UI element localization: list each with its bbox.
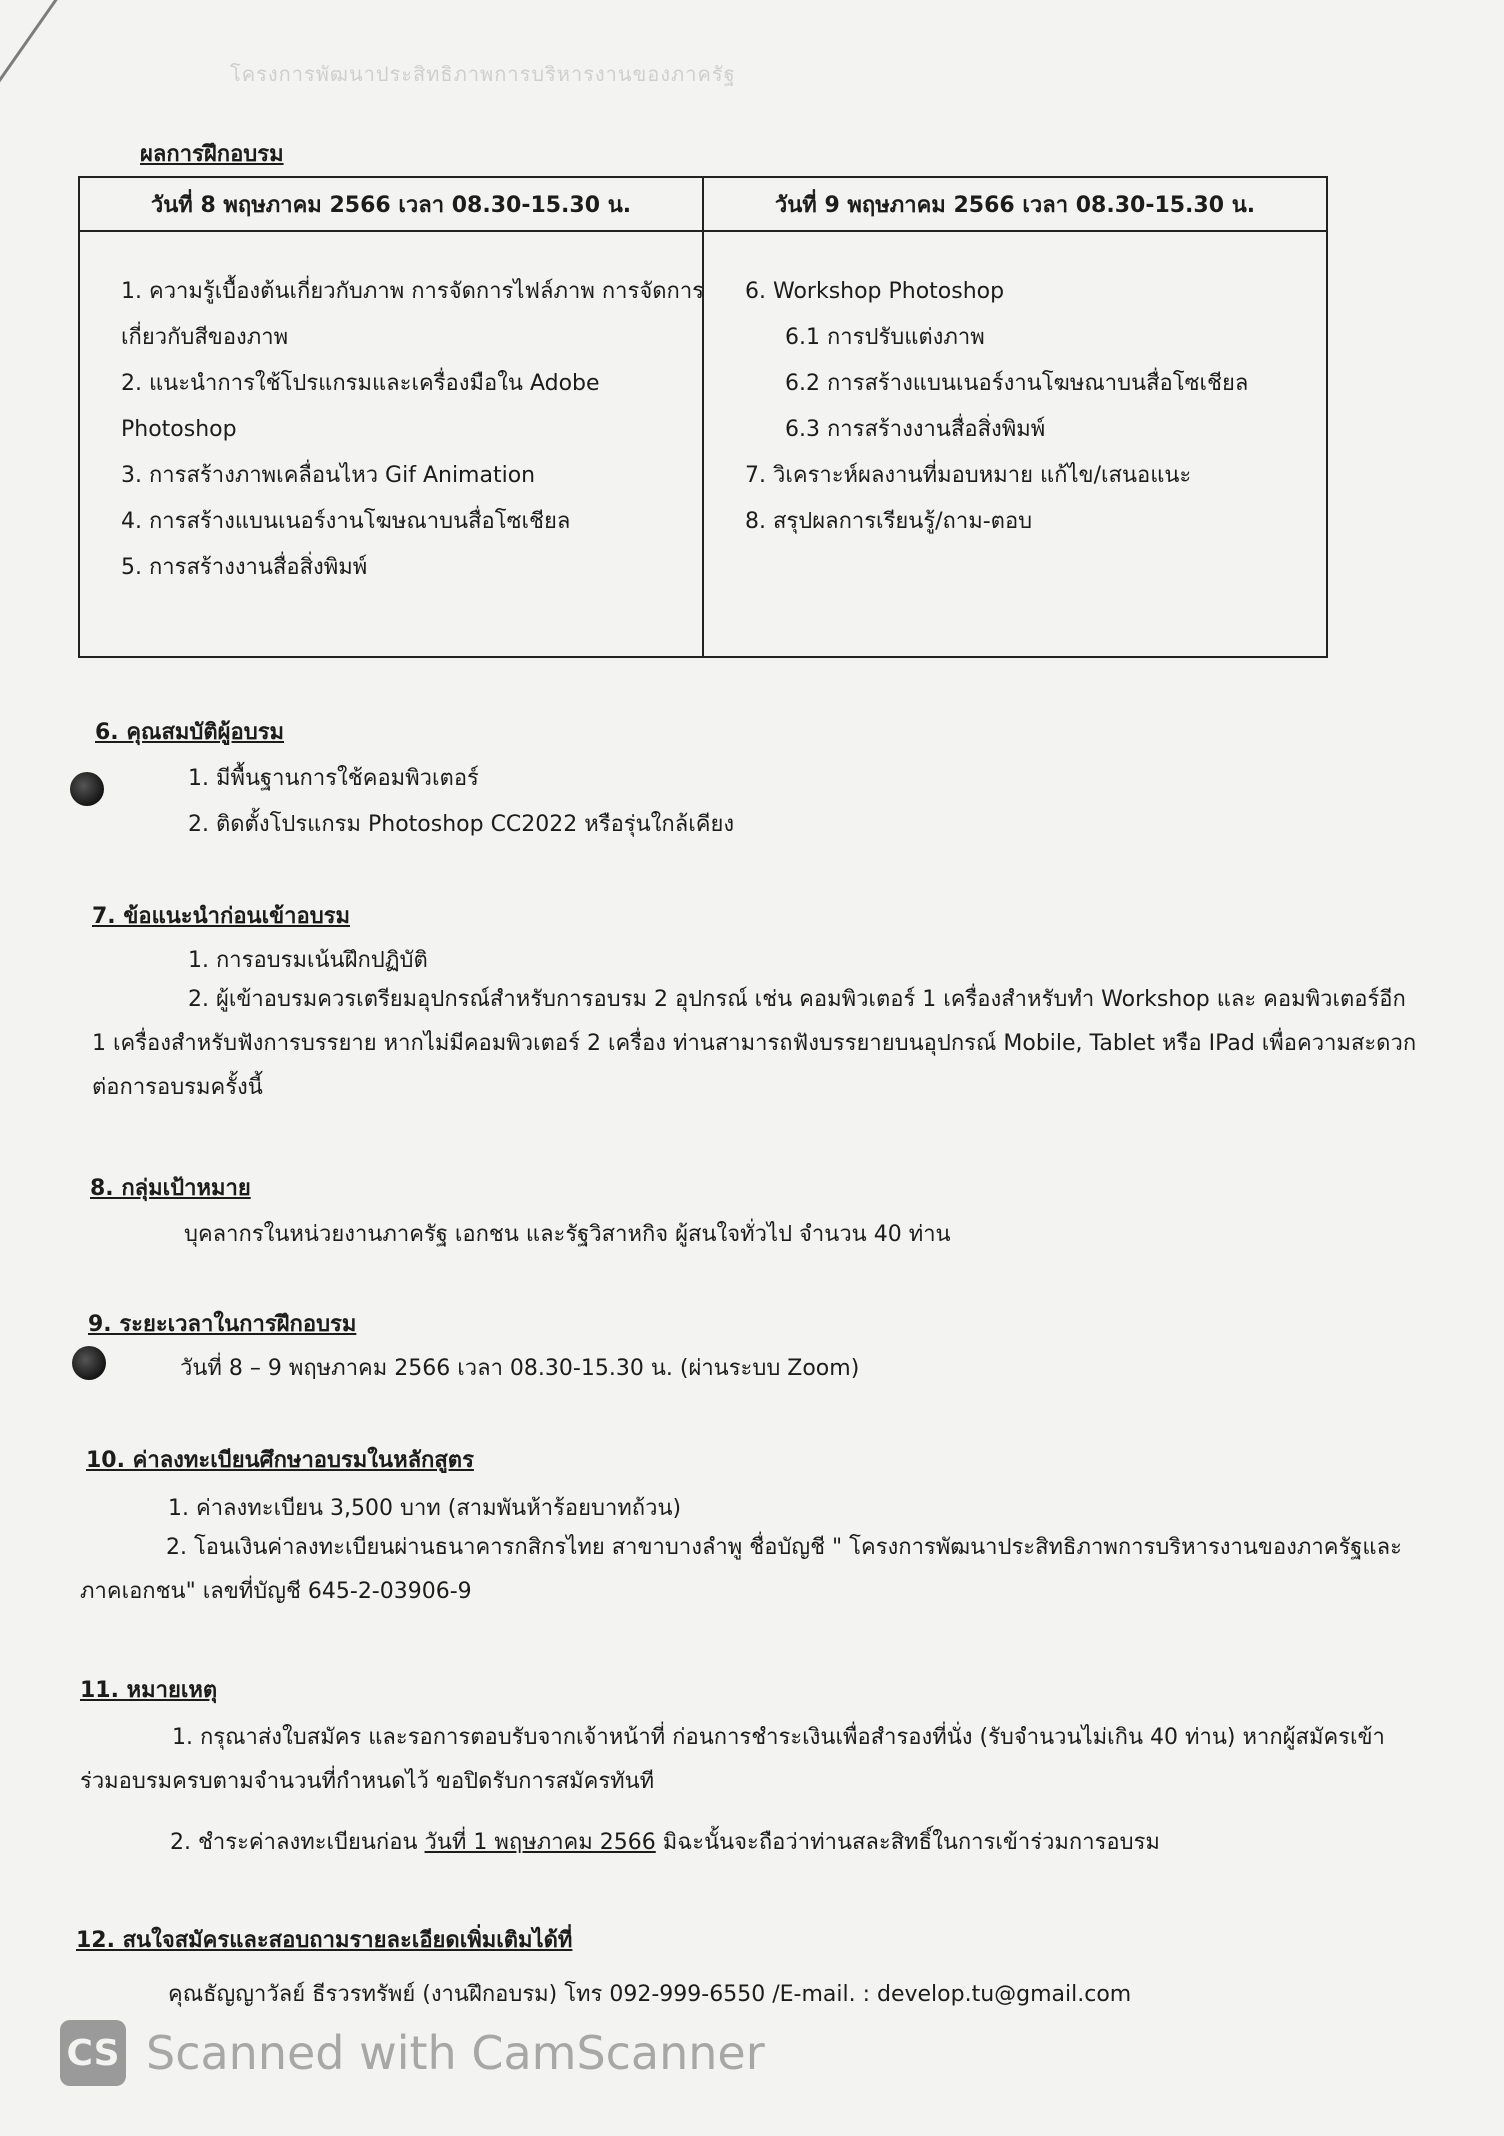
camscanner-logo-icon: CS <box>60 2020 126 2086</box>
watermark-text: Scanned with CamScanner <box>146 2026 765 2080</box>
day1-item: 2. แนะนำการใช้โปรแกรมและเครื่องมือใน Adobe <box>121 371 600 396</box>
s11-item-2 <box>170 1824 1160 1859</box>
day1-item: 1. ความรู้เบื้องต้นเกี่ยวกับภาพ การจัดการไฟล์ภาพ การจัดการ <box>121 279 704 304</box>
schedule-title: ผลการฝึกอบรม <box>140 142 284 167</box>
day1-item: 3. การสร้างภาพเคลื่อนไหว Gif Animation <box>121 463 536 488</box>
schedule-table <box>78 176 1328 658</box>
day1-item: เกี่ยวกับสีของภาพ <box>121 325 289 350</box>
s10-item: 2. โอนเงินค่าลงทะเบียนผ่านธนาคารกสิกรไทย สาขาบางลำพู ชื่อบัญชี " โครงการพัฒนาประสิทธิภาพการบริหารงานของภาครัฐและภาคเอกชน" เลขที่บัญชี 645-2-03906-9 <box>80 1535 1402 1604</box>
punch-hole <box>70 772 104 806</box>
day2-heading: วันที่ 9 พฤษภาคม 2566 เวลา 08.30-15.30 น. <box>703 177 1327 231</box>
s11-item2-suffix: มิฉะนั้นจะถือว่าท่านสละสิทธิ์ในการเข้าร่วมการอบรม <box>662 1830 1160 1855</box>
day1-cell <box>79 231 703 657</box>
punch-hole <box>72 1346 106 1380</box>
s7-item: 2. ผู้เข้าอบรมควรเตรียมอุปกรณ์สำหรับการอบรม 2 อุปกรณ์ เช่น คอมพิวเตอร์ 1 เครื่องสำหรับทำ Workshop และ คอมพิวเตอร์อีก 1 เครื่องสำหรับฟังการบรรยาย หากไม่มีคอมพิวเตอร์ 2 เครื่อง ท่านสามารถฟังบรรยายบนอุปกรณ์ Mobile, Tablet หรือ IPad เพื่อความสะดวกต่อการอบรมครั้งนี้ <box>92 987 1417 1100</box>
payment-deadline: วันที่ 1 พฤษภาคม 2566 <box>424 1830 656 1855</box>
section-10-title: 10. ค่าลงทะเบียนศึกษาอบรมในหลักสูตร <box>86 1448 474 1473</box>
day2-subitem: 6.3 การสร้างงานสื่อสิ่งพิมพ์ <box>785 417 1046 442</box>
faded-header-text: โครงการพัฒนาประสิทธิภาพการบริหารงานของภาครัฐ <box>230 62 736 86</box>
day1-item: 5. การสร้างงานสื่อสิ่งพิมพ์ <box>121 555 368 580</box>
section-7-title: 7. ข้อแนะนำก่อนเข้าอบรม <box>92 904 350 929</box>
s8-text: บุคลากรในหน่วยงานภาครัฐ เอกชน และรัฐวิสาหกิจ ผู้สนใจทั่วไป จำนวน 40 ท่าน <box>184 1222 951 1247</box>
s7-item: 1. การอบรมเน้นฝึกปฏิบัติ <box>188 948 428 973</box>
section-8-title: 8. กลุ่มเป้าหมาย <box>90 1176 251 1201</box>
day2-item: 6. Workshop Photoshop <box>745 279 1005 304</box>
contact-info: คุณธัญญาวัลย์ ธีรวรทรัพย์ (งานฝึกอบรม) โทร 092-999-6550 /E-mail. : develop.tu@gmail.com <box>168 1982 1132 2007</box>
s9-text: วันที่ 8 – 9 พฤษภาคม 2566 เวลา 08.30-15.30 น. (ผ่านระบบ Zoom) <box>180 1356 860 1381</box>
page-fold-line <box>0 0 145 122</box>
s11-item: 1. กรุณาส่งใบสมัคร และรอการตอบรับจากเจ้าหน้าที่ ก่อนการชำระเงินเพื่อสำรองที่นั่ง (รับจำนวนไม่เกิน 40 ท่าน) หากผู้สมัครเข้าร่วมอบรมครบตามจำนวนที่กำหนดไว้ ขอปิดรับการสมัครทันที <box>80 1725 1385 1794</box>
section-9-title: 9. ระยะเวลาในการฝึกอบรม <box>88 1312 357 1337</box>
day2-item: 7. วิเคราะห์ผลงานที่มอบหมาย แก้ไข/เสนอแนะ <box>745 463 1192 488</box>
section-11-title: 11. หมายเหตุ <box>80 1678 218 1703</box>
s6-item: 1. มีพื้นฐานการใช้คอมพิวเตอร์ <box>188 766 479 791</box>
s10-item: 1. ค่าลงทะเบียน 3,500 บาท (สามพันห้าร้อยบาทถ้วน) <box>168 1496 682 1521</box>
day1-heading: วันที่ 8 พฤษภาคม 2566 เวลา 08.30-15.30 น. <box>79 177 703 231</box>
section-6-title: 6. คุณสมบัติผู้อบรม <box>95 720 285 745</box>
day2-item: 8. สรุปผลการเรียนรู้/ถาม-ตอบ <box>745 509 1033 534</box>
camscanner-watermark <box>60 2020 765 2086</box>
section-12-title: 12. สนใจสมัครและสอบถามรายละเอียดเพิ่มเติมได้ที่ <box>76 1928 573 1953</box>
day1-item: 4. การสร้างแบนเนอร์งานโฆษณาบนสื่อโซเชียล <box>121 509 571 534</box>
s6-item: 2. ติดตั้งโปรแกรม Photoshop CC2022 หรือรุ่นใกล้เคียง <box>188 812 735 837</box>
day1-item: Photoshop <box>121 417 237 442</box>
day2-subitem: 6.2 การสร้างแบนเนอร์งานโฆษณาบนสื่อโซเชียล <box>785 371 1249 396</box>
day2-cell <box>703 231 1327 657</box>
day2-subitem: 6.1 การปรับแต่งภาพ <box>785 325 985 350</box>
s11-item2-prefix: 2. ชำระค่าลงทะเบียนก่อน <box>170 1830 418 1855</box>
